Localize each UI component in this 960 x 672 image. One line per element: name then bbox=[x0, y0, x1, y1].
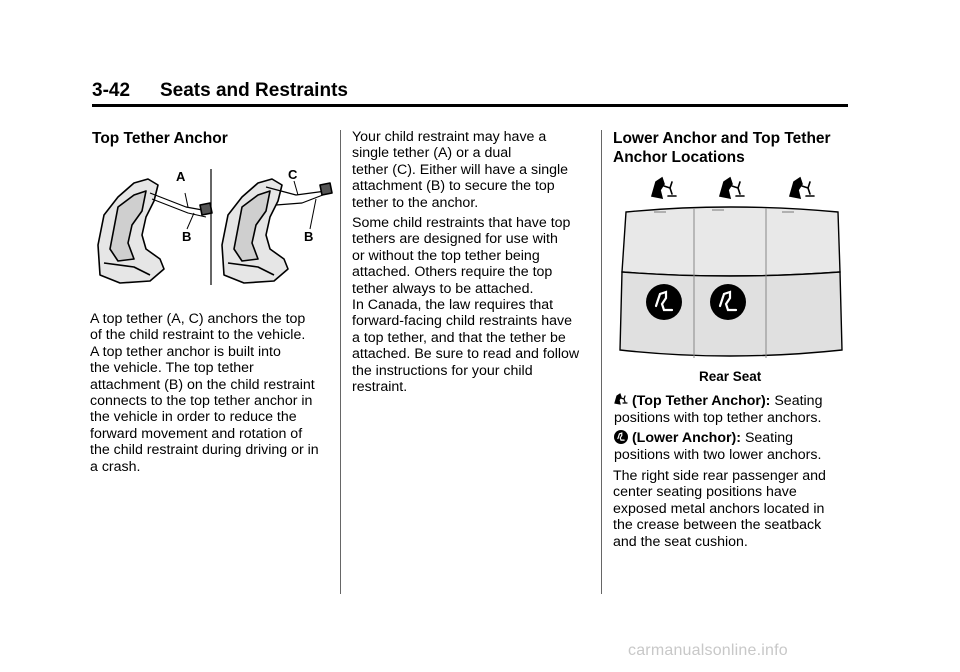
attachment-b-right-leader bbox=[310, 199, 316, 229]
label-b-left: B bbox=[182, 229, 192, 244]
column-divider bbox=[340, 130, 341, 594]
page-header bbox=[92, 80, 848, 108]
section-title: Seats and Restraints bbox=[160, 80, 348, 101]
page-number: 3-42 bbox=[92, 80, 131, 101]
label-b-right: B bbox=[304, 229, 314, 244]
header-rule bbox=[92, 104, 848, 107]
legend-lower-anchor bbox=[614, 430, 854, 464]
label-a: A bbox=[176, 169, 186, 184]
child-restraint-illustration bbox=[90, 163, 338, 288]
legend-top-tether bbox=[614, 391, 854, 427]
top-tether-anchor-icon bbox=[720, 178, 744, 198]
exposed-anchors-paragraph: The right side rear passenger and center seating positions have exposed metal anchors located in the crease between the seatback and the seat cushion. bbox=[613, 468, 826, 550]
tether-c-leader bbox=[294, 181, 298, 195]
attachment-b-leader bbox=[187, 213, 194, 229]
label-c: C bbox=[288, 167, 298, 182]
top-tether-anchor-icon bbox=[652, 178, 676, 198]
tether-requirements-paragraph: Some child restraints that have top tethers are designed for use with or without the top tether being attached. Others require the top tether always to be attached. In Canada, the law requires that forward-facing child restraints have a top tether, and that the tether be attached. Be sure to read and follow the instructions for your child restraint. bbox=[352, 215, 580, 396]
figure-caption: Rear Seat bbox=[699, 369, 762, 384]
top-tether-anchor-icon bbox=[614, 391, 628, 407]
seat-back bbox=[622, 207, 840, 276]
column-divider bbox=[601, 130, 602, 594]
lower-anchor-icon bbox=[646, 284, 682, 320]
rear-seat-anchor-diagram bbox=[614, 172, 844, 360]
top-tether-description: A top tether (A, C) anchors the top of the child restraint to the vehicle. A top tether anchor is built into the vehicle. The top tether attachment (B) on the child restraint connects to the top tether anchor in the vehicle in order to reduce the forward movement and rotation of the child restraint during driving or in a crash. bbox=[90, 311, 319, 475]
legend-top-tether-desc: Seating positions with top tether anchors. bbox=[614, 393, 823, 426]
legend-lower-anchor-term: (Lower Anchor): bbox=[631, 430, 741, 446]
legend-top-tether-term: (Top Tether Anchor): bbox=[631, 393, 771, 409]
lower-anchor-icon bbox=[710, 284, 746, 320]
child-seat-dual-tether bbox=[222, 179, 332, 283]
lower-anchor-icon bbox=[614, 430, 628, 444]
tether-types-paragraph: Your child restraint may have a single tether (A) or a dual tether (C). Either will have a single attachment (B) to secure the top tether to the anchor. bbox=[352, 129, 569, 211]
top-tether-anchor-heading: Top Tether Anchor bbox=[92, 130, 228, 147]
child-seat-single-tether bbox=[98, 179, 212, 283]
tether-a-leader bbox=[185, 193, 188, 207]
top-tether-anchor-icon bbox=[790, 178, 814, 198]
rear-seat bbox=[620, 207, 842, 358]
watermark: carmanualsonline.info bbox=[628, 642, 788, 659]
anchor-locations-heading: Lower Anchor and Top Tether Anchor Locations bbox=[613, 130, 831, 166]
legend-lower-anchor-desc: Seating positions with two lower anchors. bbox=[614, 430, 822, 463]
